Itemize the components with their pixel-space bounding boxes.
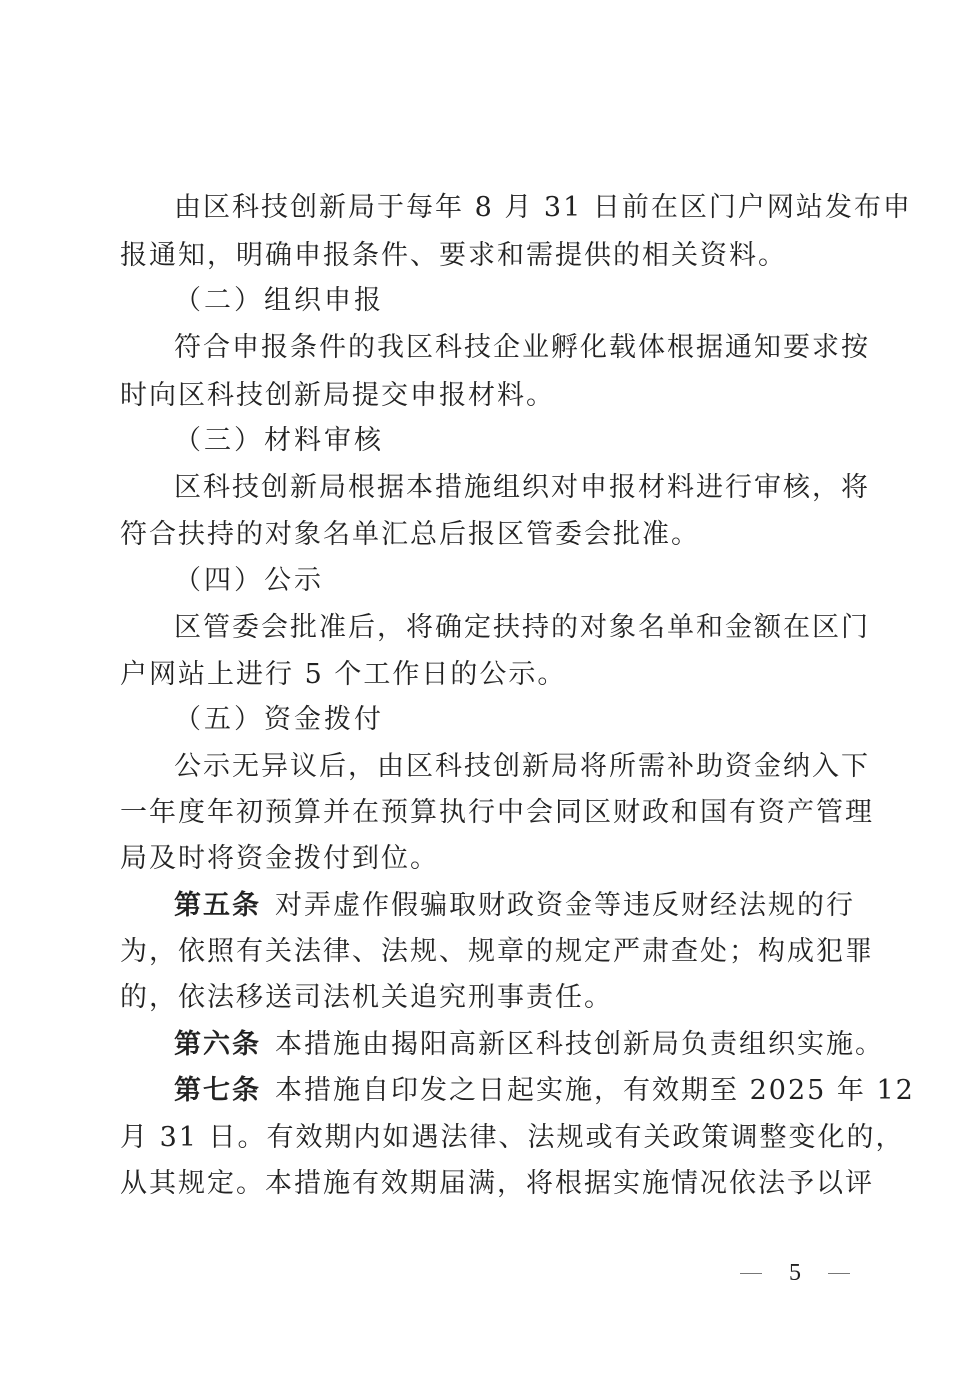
- paragraph-line: 公示无异议后，由区科技创新局将所需补助资金纳入下: [174, 751, 870, 782]
- paragraph-line: 符合扶持的对象名单汇总后报区管委会批准。: [120, 519, 700, 550]
- paragraph-line: 局及时将资金拨付到位。: [120, 843, 439, 874]
- paragraph-line: 由区科技创新局于每年 8 月 31 日前在区门户网站发布申: [174, 192, 912, 223]
- paragraph-line: 的，依法移送司法机关追究刑事责任。: [120, 982, 613, 1013]
- section-heading: （二）组织申报: [174, 285, 384, 316]
- section-heading: （五）资金拨付: [174, 704, 384, 735]
- article-five-text: 对弄虚作假骗取财政资金等违反财经法规的行: [275, 890, 855, 921]
- paragraph-line: 一年度年初预算并在预算执行中会同区财政和国有资产管理: [120, 797, 874, 828]
- footer-dash-right: [828, 1273, 850, 1274]
- article-five-heading: 第五条: [174, 890, 261, 921]
- page-number: 5: [789, 1259, 801, 1286]
- article-six-heading: 第六条: [174, 1029, 261, 1060]
- section-heading: （四）公示: [174, 565, 324, 596]
- paragraph-line: 时向区科技创新局提交申报材料。: [120, 380, 555, 411]
- paragraph-line: 报通知，明确申报条件、要求和需提供的相关资料。: [120, 240, 787, 271]
- section-heading: （三）材料审核: [174, 425, 384, 456]
- page-footer: [740, 1253, 850, 1293]
- article-seven-text: 本措施自印发之日起实施，有效期至 2025 年 12: [275, 1075, 915, 1106]
- article-seven: [174, 1071, 915, 1111]
- article-six-text: 本措施由揭阳高新区科技创新局负责组织实施。: [275, 1029, 884, 1060]
- paragraph-line: 符合申报条件的我区科技企业孵化载体根据通知要求按: [174, 332, 870, 363]
- article-six: [174, 1025, 884, 1065]
- paragraph-line: 从其规定。本措施有效期届满，将根据实施情况依法予以评: [120, 1168, 874, 1199]
- paragraph-line: 区管委会批准后，将确定扶持的对象名单和金额在区门: [174, 612, 870, 643]
- paragraph-line: 区科技创新局根据本措施组织对申报材料进行审核，将: [174, 472, 870, 503]
- paragraph-line: 户网站上进行 5 个工作日的公示。: [120, 659, 567, 690]
- footer-dash-left: [740, 1273, 762, 1274]
- paragraph-line: 月 31 日。有效期内如遇法律、法规或有关政策调整变化的，: [120, 1122, 905, 1153]
- article-seven-heading: 第七条: [174, 1075, 261, 1106]
- paragraph-line: 为，依照有关法律、法规、规章的规定严肃查处；构成犯罪: [120, 936, 874, 967]
- article-five: [174, 886, 855, 926]
